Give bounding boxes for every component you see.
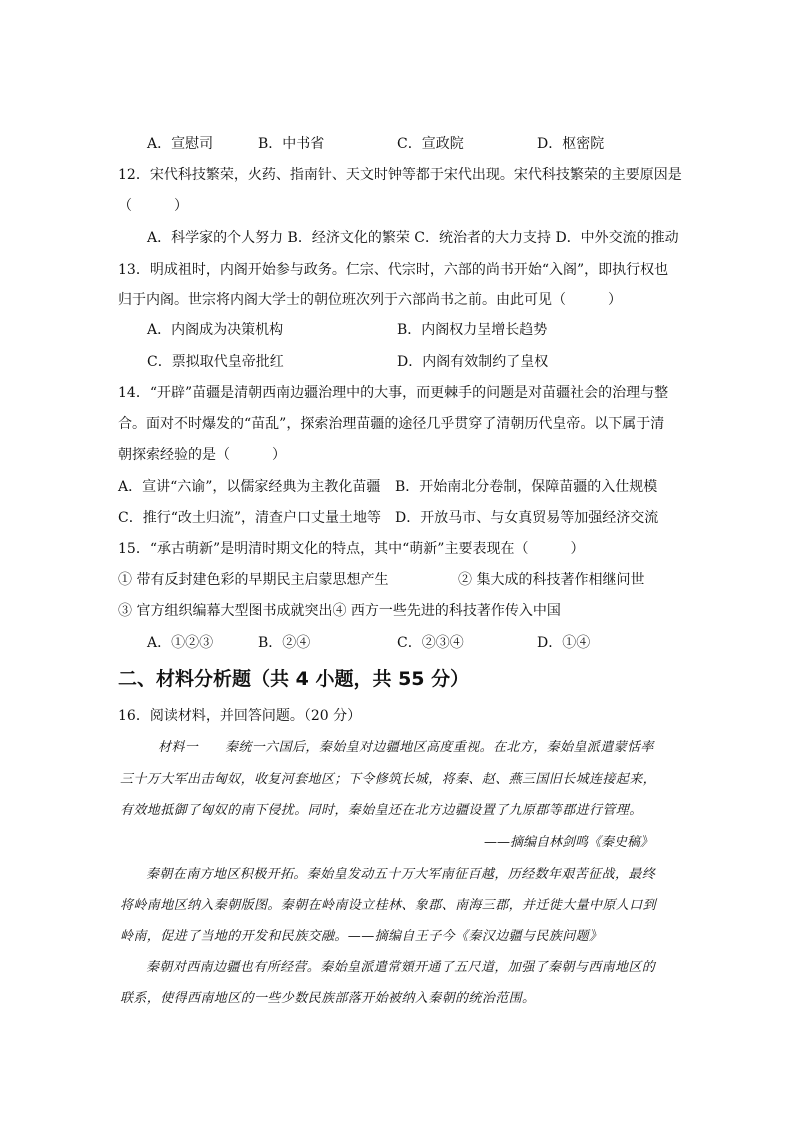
- q15-stem: 15．“承古萌新”是明清时期文化的特点，其中“萌新”主要表现在（ ）: [118, 541, 585, 557]
- q16-material1-line3: 有效地抵御了匈奴的南下侵扰。同时，秦始皇还在北方边疆设置了九原郡等郡进行管理。: [120, 803, 643, 818]
- q13-stem-line2: 归于内阁。世宗将内阁大学士的朝位班次列于六部尚书之前。由此可见（ ）: [118, 292, 622, 308]
- q16-para2-line3: 岭南，促进了当地的开发和民族交融。——摘编自王子今《秦汉边疆与民族问题》: [120, 929, 603, 944]
- q16-material1-line2: 三十万大军出击匈奴，收复河套地区；下令修筑长城，将秦、赵、燕三国旧长城连接起来，: [120, 772, 657, 787]
- section-2-title: 二、材料分析题（共 4 小题，共 55 分）: [118, 668, 470, 690]
- q15-item-1: ① 带有反封建色彩的早期民主启蒙思想产生: [118, 572, 389, 588]
- q16-para2-line1: 秦朝在南方地区积极开拓。秦始皇发动五十万大军南征百越，历经数年艰苦征战，最终: [146, 867, 656, 882]
- q14-option-c: C．推行“改土归流”，清查户口丈量土地等: [118, 510, 382, 526]
- q11-option-c: C．宣政院: [397, 136, 464, 152]
- q15-option-b: B．②④: [258, 635, 311, 651]
- q13-option-b: B．内阁权力呈增长趋势: [397, 322, 548, 338]
- q16-para2-line2: 将岭南地区纳入秦朝版图。秦朝在岭南设立桂林、象郡、南海三郡，并迁徙大量中原人口到: [120, 898, 657, 913]
- q11-option-d: D．枢密院: [537, 136, 605, 152]
- q14-stem-line2: 合。面对不时爆发的“苗乱”，探索治理苗疆的途径几乎贯穿了清朝历代皇帝。以下属于清: [118, 416, 665, 432]
- q13-stem-line1: 13．明成祖时，内阁开始参与政务。仁宗、代宗时，六部的尚书开始“入阁”，即执行权也: [118, 262, 669, 278]
- q13-option-c: C．票拟取代皇帝批红: [147, 354, 284, 370]
- q15-option-a: A．①②③: [147, 635, 214, 651]
- q15-item-2: ② 集大成的科技著作相继问世: [458, 572, 645, 588]
- q15-item-3-4: ③ 官方组织编幕大型图书成就突出④ 西方一些先进的科技著作传入中国: [118, 603, 561, 619]
- q13-option-a: A．内阁成为决策机构: [147, 322, 284, 338]
- q15-option-c: C．②③④: [397, 635, 464, 651]
- q16-stem: 16．阅读材料，并回答问题。（20 分）: [118, 708, 362, 724]
- q14-option-b: B．开始南北分卷制，保障苗疆的入仕规模: [395, 479, 658, 495]
- q14-stem-line1: 14．“开辟”苗疆是清朝西南边疆治理中的大事，而更棘手的问题是对苗疆社会的治理与整: [118, 385, 669, 401]
- q12-stem-line1: 12．宋代科技繁荣，火药、指南针、天文时钟等都于宋代出现。宋代科技繁荣的主要原因是: [118, 167, 682, 183]
- q12-stem-line2: （ ）: [118, 198, 188, 214]
- q11-option-b: B．中书省: [258, 136, 325, 152]
- q14-option-d: D．开放马市、与女真贸易等加强经济交流: [395, 510, 659, 526]
- q16-para3-line1: 秦朝对西南边疆也有所经营。秦始皇派遣常頞开通了五尺道，加强了秦朝与西南地区的: [146, 960, 656, 975]
- q12-options: A．科学家的个人努力 B．经济文化的繁荣 C．统治者的大力支持 D．中外交流的推动: [147, 230, 679, 246]
- q16-material1-line1: 材料一 秦统一六国后，秦始皇对边疆地区高度重视。在北方，秦始皇派遣蒙恬率: [158, 740, 654, 755]
- q16-para3-line2: 联系，使得西南地区的一些少数民族部落开始被纳入秦朝的统治范围。: [120, 991, 536, 1006]
- q11-option-a: A．宣慰司: [147, 136, 214, 152]
- q14-option-a: A．宣讲“六谕”，以儒家经典为主教化苗疆: [118, 479, 381, 495]
- q16-source1: ——摘编自林剑鸣《秦史稿》: [484, 835, 654, 850]
- q15-option-d: D．①④: [537, 635, 591, 651]
- q13-option-d: D．内阁有效制约了皇权: [397, 354, 549, 370]
- q14-stem-line3: 朝探索经验的是（ ）: [118, 447, 286, 463]
